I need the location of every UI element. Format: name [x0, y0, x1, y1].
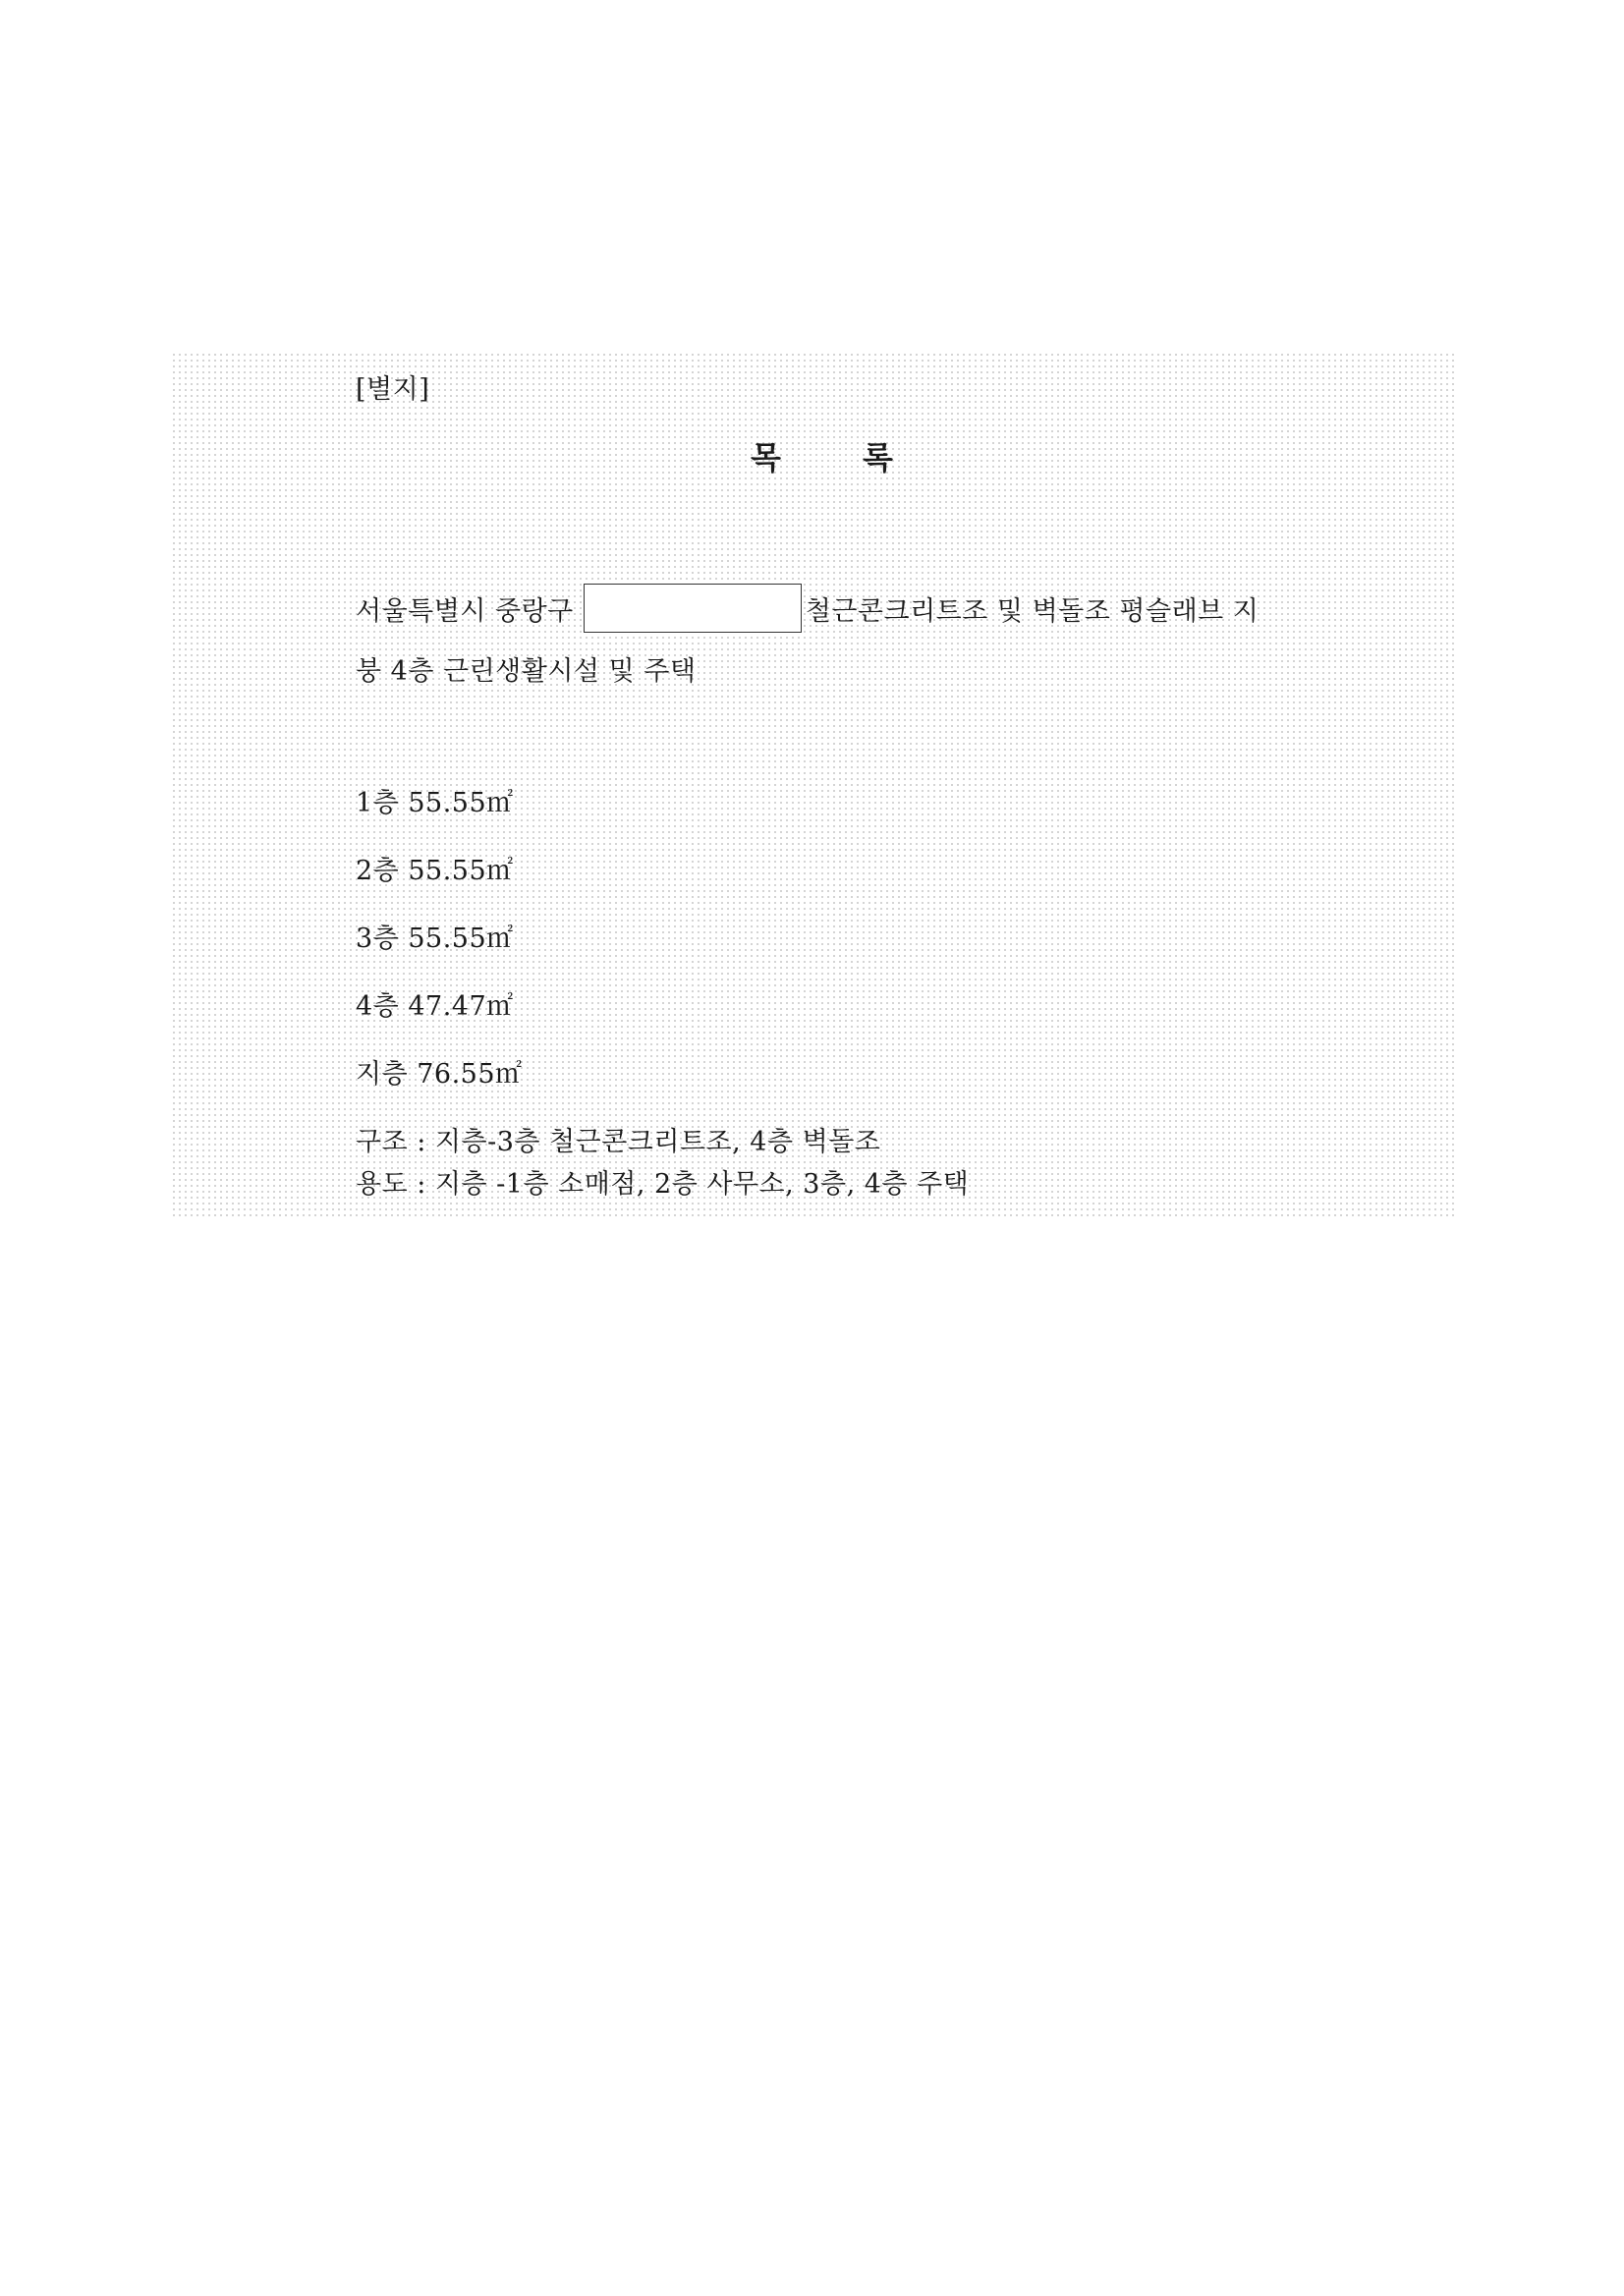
floor-area-item: 3층 55.55㎡ [356, 924, 514, 954]
annex-label: [별지] [356, 374, 430, 405]
floor-area-item: 2층 55.55㎡ [356, 856, 514, 886]
floor-area-item: 4층 47.47㎡ [356, 991, 514, 1022]
address-line-2: 붕 4층 근린생활시설 및 주택 [356, 656, 697, 687]
floor-area-item: 1층 55.55㎡ [356, 788, 514, 818]
document-title: 목 록 [751, 439, 928, 476]
address-suffix: 철근콘크리트조 및 벽돌조 평슬래브 지 [805, 595, 1260, 627]
address-prefix: 서울특별시 중랑구 [356, 595, 574, 627]
floor-area-item: 지층 76.55㎡ [356, 1059, 523, 1090]
address-line-1 [356, 588, 1259, 637]
usage-line: 용도 : 지층 -1층 소매점, 2층 사무소, 3층, 4층 주택 [356, 1169, 970, 1200]
structure-line: 구조 : 지층-3층 철근콘크리트조, 4층 벽돌조 [356, 1127, 881, 1157]
redacted-box [584, 584, 802, 633]
